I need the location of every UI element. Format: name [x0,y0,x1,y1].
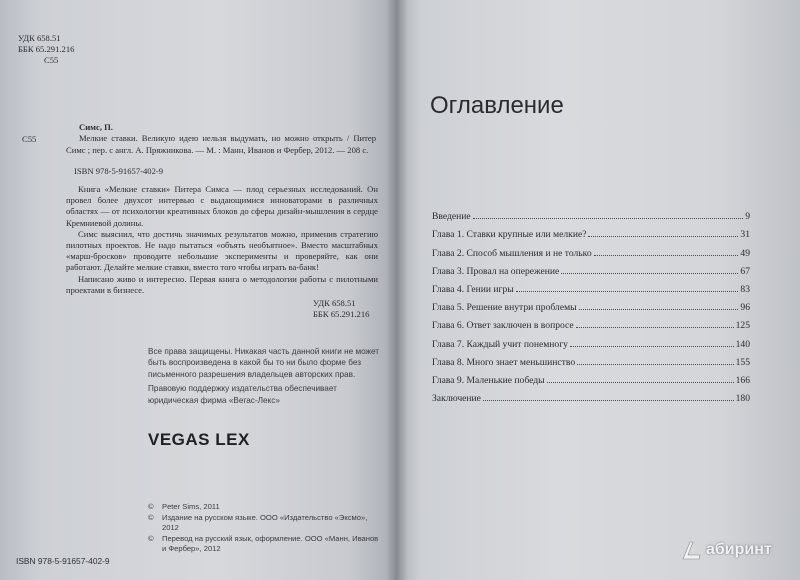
toc-entry-chapter-2 [432,240,750,258]
toc-entry-label: Введение [432,211,471,223]
toc-entry-label: Глава 3. Провал на опережение [432,265,560,277]
leader-dots [577,364,733,365]
leader-dots [547,382,734,383]
toc-entry-label: Глава 2. Способ мышления и не только [432,247,592,259]
copyright-icon: © [148,502,154,511]
toc-entry-chapter-1 [432,222,750,240]
toc-entry-label: Глава 9. Маленькие победы [432,374,545,386]
toc-page-number: 67 [740,265,750,277]
copyright-text: Издание на русском языке. ООО «Издательство «Эксмо», 2012 [162,512,368,533]
copyright-list [148,502,384,555]
table-of-contents [432,204,750,404]
toc-page-number: 96 [740,302,750,314]
watermark-text: абиринт [706,541,772,558]
udk-code: УДК 658.51 [313,298,356,308]
copyright-icon: © [148,533,154,543]
copyright-item [148,502,384,513]
toc-entry-chapter-6 [432,313,750,331]
toc-entry-label: Глава 1. Ставки крупные или мелкие? [432,229,587,241]
leader-dots [483,400,734,401]
author-name: Симс, П. [79,122,113,132]
bbk-code: ББК 65.291.216 [313,309,370,319]
author-sign-margin: С55 [22,134,37,144]
leader-dots [588,236,738,237]
isbn-bottom: ISBN 978-5-91657-402-9 [16,556,110,566]
isbn: ISBN 978-5-91657-402-9 [74,166,164,176]
annotation [66,184,378,296]
leader-dots [473,218,744,219]
toc-entry-label: Глава 4. Гении игры [432,283,514,295]
toc-page-number: 140 [735,338,750,350]
book-spine [386,0,408,580]
vegas-lex-logo: VEGAS LEX [148,430,250,449]
copyright-icon: © [148,512,154,522]
leader-dots [561,273,738,274]
bibliographic-record [66,122,376,156]
labirint-watermark [680,538,772,562]
author-sign: С55 [44,55,59,65]
copyright-text: Перевод на русский язык, оформление. ООО «Манн, Иванов и Фербер», 2012 [162,533,379,554]
toc-page-number: 166 [735,374,750,386]
toc-entry-chapter-4 [432,277,750,295]
toc-page-number: 31 [740,229,750,241]
toc-page-number: 155 [735,356,750,368]
udk-block-top [18,33,108,66]
toc-entry-label: Глава 7. Каждый учит понемногу [432,338,568,350]
legal-support-paragraph: Правовую поддержку издательства обеспечивает юридическая фирма «Вегас-Лекс» [148,384,337,405]
bbk-code: ББК 65.291.216 [18,44,75,54]
toc-entry-chapter-5 [432,295,750,313]
leader-dots [570,346,734,347]
toc-entry-label: Глава 8. Много знает меньшинство [432,356,576,368]
leader-dots [516,291,739,292]
toc-title: Оглавление [430,92,564,119]
toc-page-number: 49 [740,247,750,259]
udk-code: УДК 658.51 [18,33,61,43]
toc-entry-chapter-9 [432,368,750,386]
copyright-item [148,534,384,555]
bibliographic-entry: Мелкие ставки. Великую идею нельзя выдумать, но можно открыть / Питер Симс ; пер. с англ. А. Пряжникова. — М. : Манн, Иванов и Фербер, 2012. — 208 с. [66,133,376,155]
toc-entry-label: Заключение [432,393,481,405]
toc-page-number: 83 [740,283,750,295]
leader-dots [576,327,734,328]
annotation-paragraph: Написано живо и интересно. Первая книга о методологии работы с пилотными проектами в бизнесе. [66,273,378,295]
toc-entry-label: Глава 5. Решение внутри проблемы [432,302,577,314]
annotation-paragraph: Симс выяснил, что достичь значимых результатов можно, применив стратегию пилотных проектов. Не надо пытаться «объять необъятное». Вместо масштабных «марш-бросков» проводите небольшие эксперименты и проверяйте, как они работают. Делайте мелкие ставки, вместо того чтобы играть ва-банк! [66,228,378,273]
labirint-l-icon [680,538,704,562]
toc-entry-introduction [432,204,750,222]
toc-page-number: 125 [735,320,750,332]
toc-entry-chapter-8 [432,350,750,368]
copyright-item [148,513,384,534]
copyright-text: Peter Sims, 2011 [162,502,220,511]
leader-dots [579,309,739,310]
rights-notice [148,346,380,406]
toc-entry-label: Глава 6. Ответ заключен в вопросе [432,320,574,332]
leader-dots [594,255,739,256]
toc-entry-chapter-3 [432,259,750,277]
toc-page-number: 9 [745,211,750,223]
annotation-paragraph: Книга «Мелкие ставки» Питера Симса — плод серьезных исследований. Он провел более двухсот интервью с выдающимися инноваторами в различных областях — от психологии креативных блоков до сферы дизайн-мышления в сердце Кремниевой долины. [66,184,378,228]
toc-page-number: 180 [735,393,750,405]
left-page [0,0,397,580]
rights-paragraph: Все права защищены. Никакая часть данной книги не может быть воспроизведена в какой бы то ни было форме без письменного разрешения владельцев авторских прав. [148,347,380,379]
toc-entry-chapter-7 [432,331,750,349]
toc-entry-conclusion [432,386,750,404]
udk-block-bottom [313,298,369,320]
